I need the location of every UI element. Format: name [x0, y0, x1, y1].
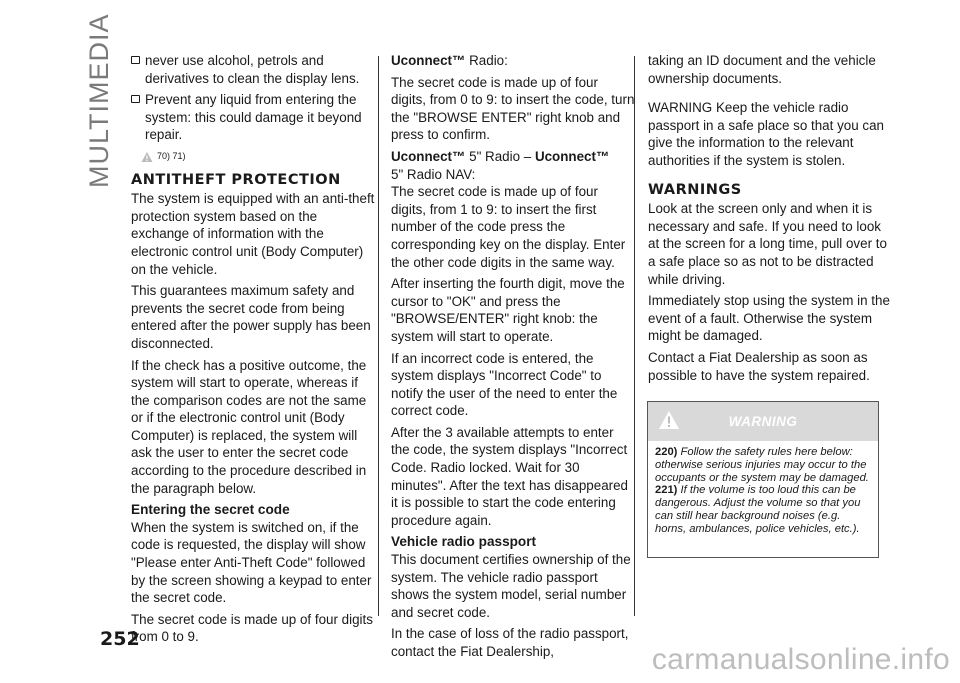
radio-label: Radio:	[465, 53, 508, 68]
paragraph: This guarantees maximum safety and prevents the secret code from being entered after the power supply has been disconnected.	[131, 283, 371, 351]
bullet-text: Prevent any liquid from entering the system: this could damage it beyond repair.	[145, 92, 362, 143]
warning-number: 220)	[655, 446, 678, 458]
paragraph: Immediately stop using the system in the event of a fault. Otherwise the system might be damaged.	[648, 293, 890, 344]
warning-title: WARNING	[728, 414, 798, 429]
warning-text: If the volume is too loud this can be dangerous. Adjust the volume so that you can still hear background noises (e.g. horns, ambulances, police vehicles, etc.).	[655, 484, 861, 535]
bullet-text: never use alcohol, petrols and derivatives to clean the display lens.	[145, 53, 360, 86]
subheading: Vehicle radio passport	[391, 534, 537, 550]
column-2	[391, 52, 635, 665]
paragraph: taking an ID document and the vehicle ownership documents.	[648, 53, 876, 86]
paragraph: After the 3 available attempts to enter the code, the system displays "Incorrect Code. Radio locked. Wait for 30 minutes". After the text has disappeared it is possible to start the code entering procedure again.	[391, 424, 628, 528]
page-number: 252	[100, 628, 140, 650]
warning-body	[648, 441, 878, 541]
radio-heading	[391, 148, 635, 183]
paragraph: If an incorrect code is entered, the system displays "Incorrect Code" to notify the user of the need to enter the correct code.	[391, 350, 618, 419]
list-item	[131, 52, 375, 87]
warning-triangle-icon	[658, 410, 680, 430]
column-3	[648, 52, 892, 388]
warning-box	[647, 401, 879, 558]
brand-name: Uconnect™	[534, 148, 610, 164]
paragraph: The secret code is made up of four digits from 0 to 9.	[131, 611, 373, 645]
paragraph: When the system is switched on, if the code is requested, the display will show "Please enter Anti-Theft Code" followed by the screen showing a keypad to enter the secret code.	[131, 519, 372, 606]
paragraph: Contact a Fiat Dealership as soon as possible to have the system repaired.	[648, 349, 870, 383]
paragraph: The system is equipped with an anti-theft protection system based on the exchange of information with the electronic control unit (Body Computer) on the vehicle.	[131, 191, 375, 277]
watermark: carmanualsonline.info	[651, 643, 950, 676]
warning-item	[655, 446, 871, 484]
bullet-icon	[131, 56, 140, 64]
radio-label: 5" Radio –	[465, 148, 535, 164]
brand-name: Uconnect™	[391, 53, 466, 68]
section-title: MULTIMEDIA	[84, 13, 114, 188]
brand-name: Uconnect™	[391, 148, 466, 164]
warning-references	[141, 148, 375, 166]
warning-header	[648, 402, 878, 441]
radio-label: 5" Radio NAV:	[391, 166, 476, 182]
warning-item	[655, 484, 871, 535]
caution-icon	[141, 151, 153, 163]
warning-text: Follow the safety rules here below: otherwise serious injuries may occur to the occupants or the system may be damaged.	[655, 446, 869, 484]
section-heading: ANTITHEFT PROTECTION	[131, 171, 341, 188]
radio-heading	[391, 52, 635, 70]
bullet-icon	[131, 95, 140, 103]
paragraph: This document certifies ownership of the system. The vehicle radio passport shows the system model, serial number and secret code.	[391, 552, 631, 620]
warning-number: 221)	[655, 484, 678, 497]
section-heading: WARNINGS	[648, 181, 742, 198]
subheading: Entering the secret code	[131, 502, 290, 518]
paragraph: The secret code is made up of four digits, from 1 to 9: to insert the first number of the code press the corresponding key on the display. Enter the other code digits in the same way.	[391, 184, 626, 270]
paragraph: Look at the screen only and when it is necessary and safe. If you need to look at the screen for a long time, pull over to a safe place so as not to be distracted while driving.	[648, 201, 887, 287]
paragraph: The secret code is made up of four digits, from 0 to 9: to insert the code, turn the "BROWSE ENTER" right knob and press to confirm.	[391, 74, 635, 143]
column-divider	[378, 56, 379, 616]
list-item	[131, 91, 375, 144]
paragraph: In the case of loss of the radio passport, contact the Fiat Dealership,	[391, 626, 629, 659]
paragraph: If the check has a positive outcome, the system will start to operate, whereas if the comparison codes are not the same or if the electronic control unit (Body Computer) is replaced, the system will ask the user to enter the secret code according to the procedure described in the paragraph below.	[131, 357, 367, 496]
paragraph: After inserting the fourth digit, move the cursor to "OK" and press the "BROWSE/ENTER" right knob: the system will start to operate.	[391, 276, 625, 344]
paragraph: WARNING Keep the vehicle radio passport in a safe place so that you can give the information to the relevant authorities if the system is stolen.	[648, 100, 884, 168]
column-1	[131, 52, 375, 650]
reference-numbers: 70) 71)	[157, 150, 186, 161]
